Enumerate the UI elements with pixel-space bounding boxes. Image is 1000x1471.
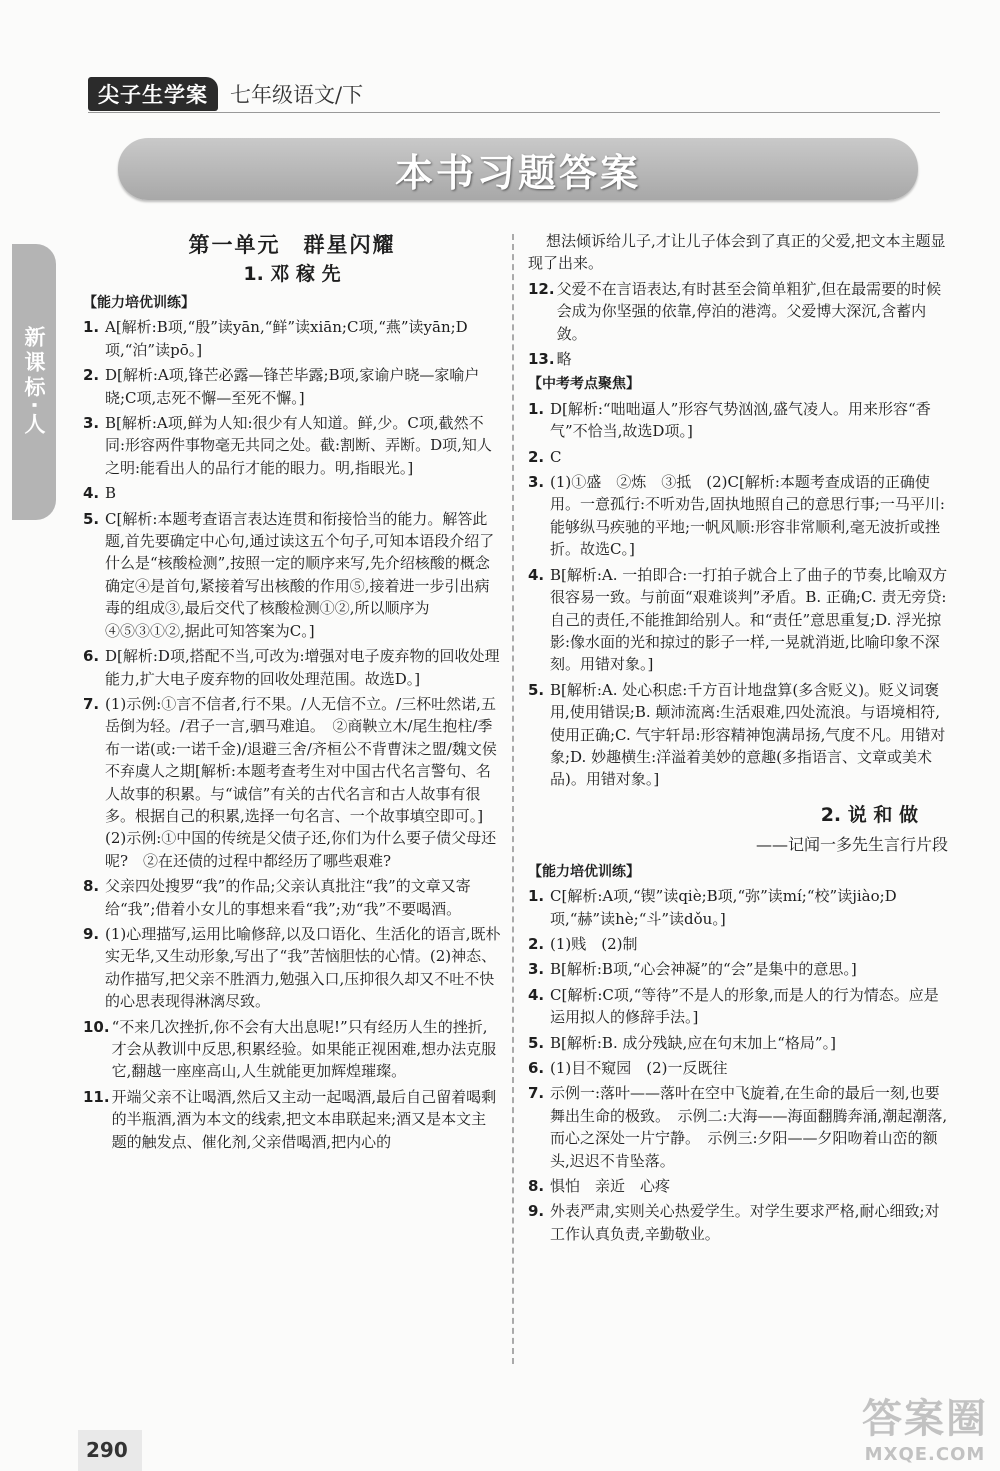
answer-number: 5. xyxy=(83,509,100,528)
answer-number: 5. xyxy=(528,1033,545,1052)
answer-list xyxy=(528,398,948,791)
answer-number: 1. xyxy=(528,887,545,906)
header-divider xyxy=(88,112,940,113)
answer-text: 开端父亲不让喝酒,然后又主动一起喝酒,最后自己留着喝剩的半瓶酒,酒为本文的线索,把文本串联起来;酒又是本文主题的触发点、催化剂,父亲借喝酒,把内心的 xyxy=(111,1087,497,1151)
answer-text: D[解析:D项,搭配不当,可改为:增强对电子废弃物的回收处理能力,扩大电子废弃物的回收处理范围。故选D。] xyxy=(105,647,500,688)
answer-number: 5. xyxy=(528,680,545,699)
answer-item xyxy=(83,482,501,504)
answer-item xyxy=(83,693,501,872)
answer-number: 9. xyxy=(83,924,100,943)
lesson-title: 1. 邓 稼 先 xyxy=(243,263,341,285)
answer-text: B[解析:A项,鲜为人知:很少有人知道。鲜,少。C项,截然不同:形容两件事物毫无共同之处。截:割断、弄断。D项,知人之明:能看出人的品行才能的眼力。明,指眼光。] xyxy=(105,414,492,477)
answer-number: 8. xyxy=(528,1177,545,1196)
answer-item xyxy=(528,1175,948,1197)
answer-number: 2. xyxy=(83,366,100,385)
answer-item xyxy=(528,1032,948,1054)
left-column xyxy=(83,226,501,1156)
brand-label: 尖子生学案 xyxy=(88,77,218,111)
side-tab: 新课标·人 xyxy=(12,244,56,520)
answer-text: 父爱不在言语表达,有时甚至会简单粗犷,但在最需要的时候会成为你坚强的依靠,停泊的港湾。父爱博大深沉,含蓄内敛。 xyxy=(556,279,942,343)
answer-item xyxy=(528,278,948,345)
answer-item xyxy=(528,958,948,980)
answer-number: 6. xyxy=(528,1059,545,1077)
answer-item xyxy=(528,398,948,443)
lesson-title: 2. 说 和 做 xyxy=(820,803,918,826)
answer-text: C[解析:本题考查语言表达连贯和衔接恰当的能力。解答此题,首先要确定中心句,通过读这五个句子,可知本语段介绍了什么是“核酸检测”,按照一定的顺序来写,先介绍核酸的概念确定④是首句,紧接着写出核酸的作用⑤,接着进一步引出病毒的组成③,最后交代了核酸检测①②,所以顺序为④⑤③①②,据此可知答案为C。] xyxy=(105,509,495,640)
answer-number: 4. xyxy=(83,484,100,503)
answer-number: 4. xyxy=(528,985,545,1004)
answer-item xyxy=(528,679,948,791)
answer-item xyxy=(83,316,501,361)
answer-number: 2. xyxy=(528,447,545,466)
answer-text: D[解析:“咄咄逼人”形容气势汹汹,盛气凌人。用来形容“香气”不恰当,故选D项。] xyxy=(550,399,931,441)
answer-item xyxy=(83,645,501,690)
answer-text: B[解析:B项,“心会神凝”的“会”是集中的意思。] xyxy=(550,960,857,979)
answer-item xyxy=(528,885,948,930)
answer-number: 1. xyxy=(83,318,100,337)
answer-text: B[解析:A. 一拍即合:一打拍子就合上了曲子的节奏,比喻双方很容易一致。与前面“艰难谈判”矛盾。B. 正确;C. 责无旁贷:自己的责任,不能推卸给别人。和“责任”意思重复;D. 浮光掠影:像水面的光和掠过的影子一样,一晃就消逝,比喻印象不深刻。用错对象。] xyxy=(550,565,948,674)
answer-number: 2. xyxy=(528,934,545,953)
subject-label: 七年级语文/下 xyxy=(230,83,364,107)
answer-item xyxy=(528,1200,948,1245)
answer-item xyxy=(528,446,948,468)
answer-item xyxy=(83,508,501,642)
answer-text: D[解析:A项,锋芒必露—锋芒毕露;B项,家谕户晓—家喻户晓;C项,志死不懈—至死不懈。] xyxy=(105,366,480,407)
answer-text: 父亲四处搜罗“我”的作品;父亲认真批注“我”的文章又寄给“我”;借着小女儿的事想来看“我”;劝“我”不要喝酒。 xyxy=(105,877,471,918)
answer-number: 12. xyxy=(528,279,555,298)
answer-number: 13. xyxy=(528,350,555,369)
answer-text: (1)心理描写,运用比喻修辞,以及口语化、生活化的语言,既朴实无华,又生动形象,写出了“我”苦恼胆怯的心情。(2)神态、动作描写,把父亲不胜酒力,勉强入口,压抑很久却又不吐不快的心思表现得淋漓尽致。 xyxy=(105,924,501,1011)
answer-text: A[解析:B项,“殷”读yān,“鲜”读xiān;C项,“燕”读yān;D项,“泊”读pō。] xyxy=(105,318,468,359)
answer-item xyxy=(83,412,501,479)
answer-number: 4. xyxy=(528,565,545,584)
right-column xyxy=(528,230,948,1248)
answer-text: C[解析:A项,“锲”读qiè;B项,“弥”读mí;“校”读jiào;D项,“赫”读hè;“斗”读dǒu。] xyxy=(550,887,897,928)
answer-text: (1)目不窥园 (2)一反既往 xyxy=(550,1059,728,1077)
answer-text: C xyxy=(550,447,562,466)
answer-text: “不来几次挫折,你不会有大出息呢!”只有经历人生的挫折,才会从教训中反思,积累经验。如果能正视困难,想办法克服它,翻越一座座高山,人生就能更加辉煌璀璨。 xyxy=(111,1017,497,1081)
answer-item xyxy=(528,1057,948,1079)
section-label: 【中考考点聚焦】 xyxy=(528,376,640,393)
answer-text: (1)示例:①言不信者,行不果。/人无信不立。/三杯吐然诺,五岳倒为轻。/君子一言,驷马难追。 ②商鞅立木/尾生抱柱/季布一诺(或:一诺千金)/退避三舍/齐桓公不背曹沫之盟/魏文侯不弃虞人之期[解析:本题考查考生对中国古代名言警句、名人故事的积累。与“诚信”有关的古代名言和古人故事有很多。根据自己的积累,选择一句名言、一个故事填空即可。] (2)示例:①中国的传统是父债子还,你们为什么要子债父母还呢? ②在还债的过程中都经历了哪些艰难? xyxy=(105,694,499,870)
answer-item xyxy=(528,933,948,955)
watermark xyxy=(862,1387,988,1465)
answer-text: C[解析:C项,“等待”不是人的形象,而是人的行为情态。应是运用拟人的修辞手法。] xyxy=(550,985,939,1027)
answer-number: 1. xyxy=(528,399,545,418)
answer-text: (1)①盛 ②炼 ③抵 (2)C[解析:本题考查成语的正确使用。一意孤行:不听劝告,固执地照自己的意思行事;一马平川:能够纵马疾驰的平地;一帆风顺:形容非常顺利,毫无波折或挫折。故选C。] xyxy=(550,473,945,559)
column-divider xyxy=(512,234,514,1364)
answer-number: 3. xyxy=(528,960,545,979)
answer-text: 惧怕 亲近 心疼 xyxy=(550,1177,671,1196)
answer-number: 9. xyxy=(528,1202,545,1221)
page-header xyxy=(88,80,363,108)
title-banner xyxy=(118,138,918,200)
answer-item xyxy=(83,364,501,409)
answer-text: B[解析:B. 成分残缺,应在句末加上“格局”。] xyxy=(550,1033,836,1052)
answer-item xyxy=(528,984,948,1029)
answer-item xyxy=(83,923,501,1013)
answer-text: B[解析:A. 处心积虑:千方百计地盘算(多含贬义)。贬义词褒用,使用错误;B. 颠沛流离:生活艰难,四处流浪。与语境相符,使用正确;C. 气宇轩昂:形容精神饱满昂扬,气度不凡。用错对象;D. 妙趣横生:洋溢着美妙的意趣(多指语言、文章或美术品)。用错对象。] xyxy=(550,680,946,789)
page-number: 290 xyxy=(86,1438,128,1462)
answer-list xyxy=(528,885,948,1245)
watermark-url: MXQE.COM xyxy=(864,1444,986,1465)
answer-item xyxy=(83,875,501,920)
answer-text: 示例一:落叶——落叶在空中飞旋着,在生命的最后一刻,也要舞出生命的极致。 示例二:大海——海面翻腾奔涌,潮起潮落,而心之深处一片宁静。 示例三:夕阳——夕阳吻着山峦的额头,迟迟不肯坠落。 xyxy=(550,1084,948,1170)
answer-text: 外表严肃,实则关心热爱学生。对学生要求严格,耐心细致;对工作认真负责,辛勤敬业。 xyxy=(550,1202,940,1243)
answer-item xyxy=(83,1086,501,1153)
answer-number: 3. xyxy=(83,414,100,433)
answer-text: B xyxy=(105,484,117,503)
answer-item xyxy=(528,471,948,561)
answer-item xyxy=(528,564,948,676)
answer-item xyxy=(528,1082,948,1172)
answer-list xyxy=(83,316,501,1153)
answer-item xyxy=(83,1016,501,1083)
answer-item xyxy=(528,348,948,370)
answer-number: 10. xyxy=(83,1017,110,1036)
watermark-logo: 答案圈 xyxy=(862,1396,988,1442)
answer-list xyxy=(528,278,948,371)
answer-number: 6. xyxy=(83,647,100,666)
lesson-subtitle: ——记闻一多先生言行片段 xyxy=(755,834,948,854)
answer-number: 11. xyxy=(83,1087,110,1106)
page-title: 本书习题答案 xyxy=(394,150,641,195)
answer-number: 3. xyxy=(528,473,545,492)
section-label: 【能力培优训练】 xyxy=(83,295,195,311)
answer-number: 7. xyxy=(83,694,100,713)
unit-title: 第一单元 群星闪耀 xyxy=(188,233,396,257)
answer-text: (1)贱 (2)制 xyxy=(550,934,638,953)
answer-number: 7. xyxy=(528,1084,545,1103)
continued-text: 想法倾诉给儿子,才让儿子体会到了真正的父爱,把文本主题显现了出来。 xyxy=(528,232,946,273)
answer-text: 略 xyxy=(556,350,572,369)
answer-number: 8. xyxy=(83,877,100,896)
section-label: 【能力培优训练】 xyxy=(528,863,640,880)
